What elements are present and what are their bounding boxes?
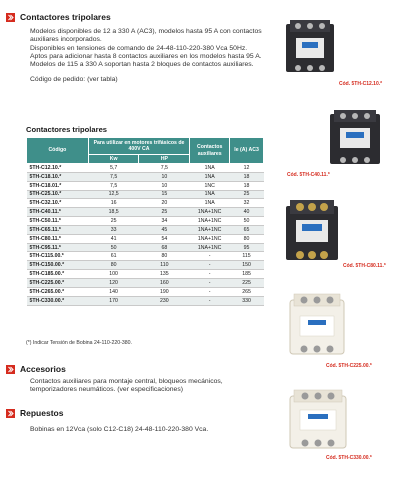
table-row [27,164,264,173]
cell-ie: 18 [230,181,264,190]
cell-code: 5TH-C50.11.* [27,217,89,226]
product-image-c12 [282,18,338,81]
cell-kw: 12,5 [88,190,139,199]
cell-aux: 1NA+1NC [190,208,230,217]
cell-aux: 1NA+1NC [190,234,230,243]
cell-aux: - [190,261,230,270]
cell-aux: - [190,270,230,279]
cell-kw: 18,5 [88,208,139,217]
chevron-right-icon [6,13,15,22]
description-text [30,28,270,85]
product-caption: Cód. 5TH-C40.11.* [287,172,330,178]
cell-kw: 5,7 [88,164,139,173]
table-row [27,199,264,208]
table-row [27,261,264,270]
cell-hp: 10 [139,172,190,181]
section-title: Contactores tripolares [20,12,111,22]
table-title: Contactores tripolares [26,125,108,134]
cell-kw: 170 [88,296,139,305]
section-header-contactores [6,12,111,22]
cell-ie: 32 [230,199,264,208]
cell-ie: 95 [230,243,264,252]
product-image-c330 [284,388,352,459]
chevron-right-icon [6,365,15,374]
cell-aux: - [190,296,230,305]
cell-hp: 230 [139,296,190,305]
paragraph: Modelos de 115 a 330 A soportan hasta 2 bloques de contactos auxiliares. [30,61,254,69]
cell-ie: 115 [230,252,264,261]
cell-kw: 7,5 [88,181,139,190]
table-row [27,270,264,279]
cell-hp: 25 [139,208,190,217]
table-row [27,217,264,226]
cell-ie: 185 [230,270,264,279]
cell-code: 5TH-C18.10.* [27,172,89,181]
cell-hp: 20 [139,199,190,208]
table-row [27,252,264,261]
product-image-c225 [284,292,350,365]
repuestos-text: Bobinas en 12Vca (solo C12-C18) 24-48-110-220-380 Vca. [30,426,209,433]
cell-ie: 330 [230,296,264,305]
table-row [27,172,264,181]
paragraph: Código de pedido: (ver tabla) [30,76,118,84]
table-row [27,190,264,199]
cell-kw: 61 [88,252,139,261]
cell-kw: 7,5 [88,172,139,181]
cell-hp: 135 [139,270,190,279]
col-header-motors: Para utilizar en motores trifásicos de 400V CA [88,138,189,155]
cell-ie: 150 [230,261,264,270]
table-row [27,181,264,190]
cell-hp: 34 [139,217,190,226]
cell-code: 5TH-C95.11.* [27,243,89,252]
contactor-table [26,137,264,306]
cell-kw: 33 [88,225,139,234]
table-row [27,243,264,252]
col-header-ie: Ie (A) AC3 [230,138,264,164]
cell-kw: 100 [88,270,139,279]
cell-code: 5TH-C25.10.* [27,190,89,199]
product-caption: Cód. 5TH-C330.00.* [326,455,372,461]
cell-ie: 12 [230,164,264,173]
cell-hp: 15 [139,190,190,199]
cell-code: 5TH-C150.00.* [27,261,89,270]
col-header-code: Código [27,138,89,164]
product-image-c80 [282,198,342,271]
cell-aux: 1NA+1NC [190,217,230,226]
section-title: Accesorios [20,364,66,374]
cell-aux: 1NA+1NC [190,225,230,234]
cell-kw: 25 [88,217,139,226]
cell-kw: 120 [88,278,139,287]
cell-ie: 80 [230,234,264,243]
paragraph: Aptos para adicionar hasta 8 contactos auxiliares en los modelos hasta 95 A. [30,52,262,60]
cell-code: 5TH-C265.00.* [27,287,89,296]
cell-code: 5TH-C40.11.* [27,208,89,217]
product-image-c40 [326,108,384,173]
cell-code: 5TH-C225.00.* [27,278,89,287]
cell-ie: 40 [230,208,264,217]
cell-aux: - [190,252,230,261]
cell-ie: 65 [230,225,264,234]
table-row [27,287,264,296]
table-note: (*) Indicar Tensión de Bobina 24-110-220-380. [26,340,132,346]
cell-code: 5TH-C115.00.* [27,252,89,261]
table-row [27,278,264,287]
cell-aux: - [190,278,230,287]
accesorios-text: Contactos auxiliares para montaje central, bloqueos mecánicos, temporizadores neumáticos. (ver especificaciones) [30,378,223,394]
cell-ie: 18 [230,172,264,181]
cell-hp: 7,5 [139,164,190,173]
paragraph: Modelos disponibles de 12 a 330 A (AC3), modelos hasta 95 A con contactos auxiliares incorporados. [30,28,262,44]
product-caption: Cód. 5TH-C225.00.* [326,363,372,369]
cell-ie: 50 [230,217,264,226]
col-header-aux: Contactos auxiliares [190,138,230,164]
cell-aux: 1NA [190,172,230,181]
cell-hp: 80 [139,252,190,261]
cell-ie: 225 [230,278,264,287]
cell-hp: 110 [139,261,190,270]
chevron-right-icon [6,409,15,418]
cell-kw: 140 [88,287,139,296]
cell-aux: 1NA+1NC [190,243,230,252]
table-row [27,296,264,305]
cell-aux: 1NA [190,164,230,173]
table-row [27,208,264,217]
table-row [27,225,264,234]
cell-hp: 190 [139,287,190,296]
col-header-hp: HP [139,155,190,164]
product-caption: Cód. 5TH-C12.10.* [339,81,383,87]
cell-aux: 1NA [190,199,230,208]
table-row [27,234,264,243]
cell-hp: 160 [139,278,190,287]
cell-code: 5TH-C80.11.* [27,234,89,243]
section-header-repuestos [6,408,63,418]
cell-hp: 68 [139,243,190,252]
cell-aux: 1NA [190,190,230,199]
cell-code: 5TH-C12.10.* [27,164,89,173]
cell-aux: - [190,287,230,296]
section-title: Repuestos [20,408,64,418]
cell-kw: 16 [88,199,139,208]
col-header-kw: Kw [88,155,139,164]
cell-ie: 25 [230,190,264,199]
cell-code: 5TH-C330.00.* [27,296,89,305]
paragraph: Disponibles en tensiones de comando de 24-48-110-220-380 Vca 50Hz. [30,44,248,52]
cell-hp: 45 [139,225,190,234]
cell-kw: 80 [88,261,139,270]
product-caption: Cód. 5TH-C80.11.* [343,263,386,269]
cell-code: 5TH-C65.11.* [27,225,89,234]
cell-kw: 50 [88,243,139,252]
cell-code: 5TH-C18.01.* [27,181,89,190]
cell-kw: 41 [88,234,139,243]
cell-ie: 265 [230,287,264,296]
cell-code: 5TH-C32.10.* [27,199,89,208]
section-header-accesorios [6,364,66,374]
cell-code: 5TH-C185.00.* [27,270,89,279]
cell-aux: 1NC [190,181,230,190]
cell-hp: 10 [139,181,190,190]
cell-hp: 54 [139,234,190,243]
